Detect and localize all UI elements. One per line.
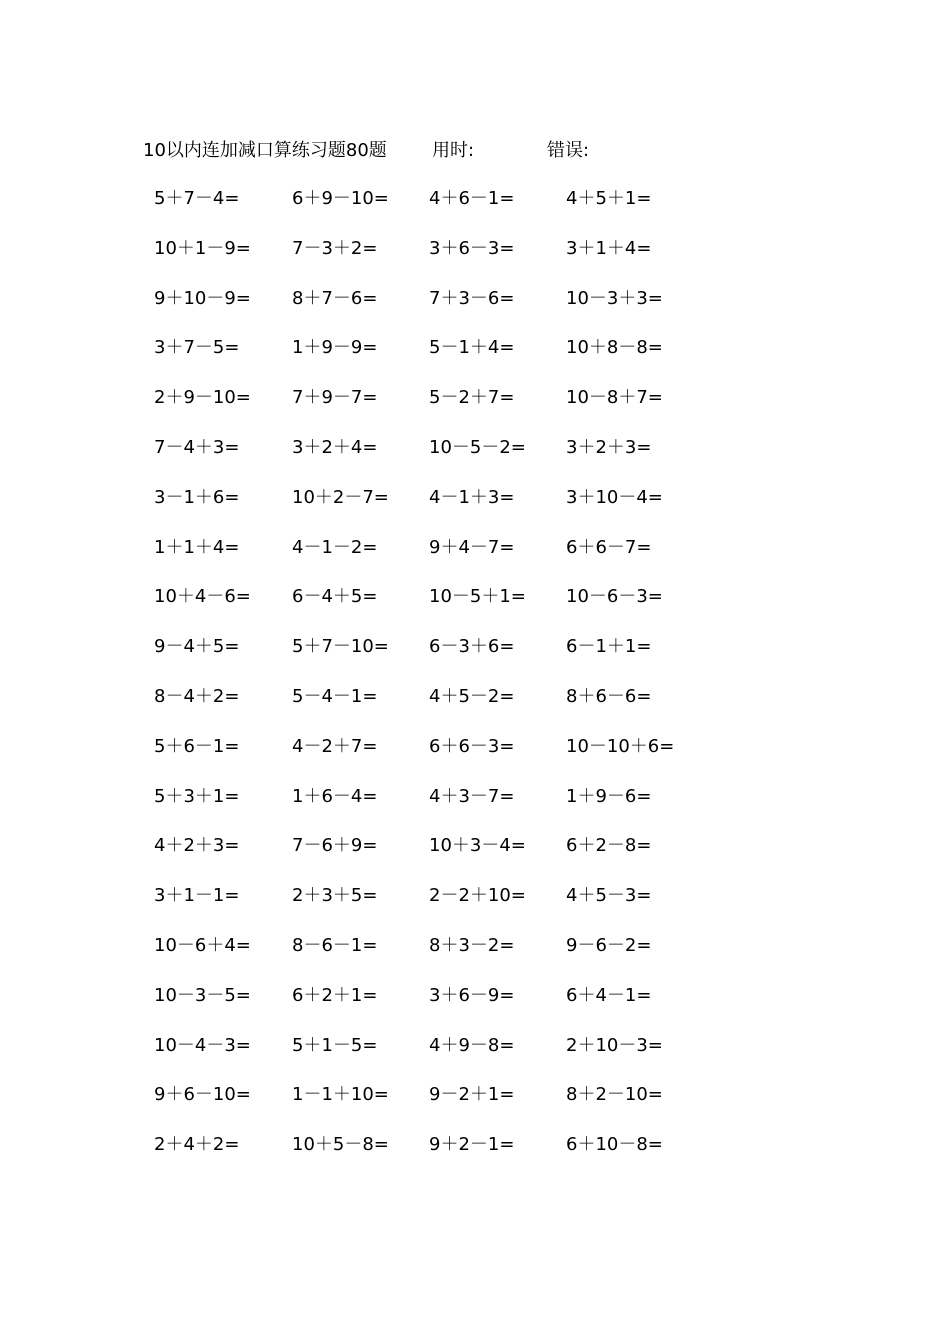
math-problem: 2－2＋10= [429, 885, 526, 907]
math-problem: 10－3－5= [154, 984, 251, 1006]
problem-row [154, 931, 694, 981]
math-problem: 4－2＋7= [292, 735, 378, 757]
math-problem: 7＋3－6= [429, 287, 515, 309]
math-problem: 10－5＋1= [429, 586, 526, 608]
problem-row [154, 483, 694, 533]
problem-row [154, 383, 694, 433]
math-problem: 10＋3－4= [429, 835, 526, 857]
math-problem: 4－1＋3= [429, 486, 515, 508]
math-problem: 10－6－3= [566, 586, 663, 608]
problem-row [154, 881, 694, 931]
math-problem: 8－6－1= [292, 934, 378, 956]
time-label: 用时: [432, 140, 475, 161]
math-problem: 3＋2＋4= [292, 436, 378, 458]
math-problem: 9＋10－9= [154, 287, 251, 309]
problem-row [154, 981, 694, 1031]
problem-row [154, 333, 694, 383]
math-problem: 6－1＋1= [566, 636, 652, 658]
math-problem: 2＋9－10= [154, 387, 251, 409]
math-problem: 4＋5－3= [566, 885, 652, 907]
problem-row [154, 682, 694, 732]
math-problem: 10－3＋3= [566, 287, 663, 309]
problem-row [154, 1130, 694, 1180]
error-label: 错误: [547, 140, 590, 161]
math-problem: 9＋4－7= [429, 536, 515, 558]
math-problem: 9－2＋1= [429, 1084, 515, 1106]
math-problem: 5－2＋7= [429, 387, 515, 409]
problem-row [154, 732, 694, 782]
math-problem: 2＋4＋2= [154, 1134, 240, 1156]
math-problem: 4＋5＋1= [566, 188, 652, 209]
math-problem: 3＋6－9= [429, 984, 515, 1006]
math-problem: 3＋10－4= [566, 486, 663, 508]
worksheet-title: 10以内连加减口算练习题80题 [143, 140, 387, 161]
math-problem: 4＋9－8= [429, 1034, 515, 1056]
math-problem: 6＋2＋1= [292, 984, 378, 1006]
math-problem: 5－1＋4= [429, 337, 515, 359]
math-problem: 9＋2－1= [429, 1134, 515, 1156]
math-problem: 8＋6－6= [566, 685, 652, 707]
math-problem: 7－4＋3= [154, 436, 240, 458]
math-problem: 10－6＋4= [154, 934, 251, 956]
math-problem: 1＋9－9= [292, 337, 378, 359]
math-problem: 1－1＋10= [292, 1084, 389, 1106]
math-problem: 10＋5－8= [292, 1134, 389, 1156]
math-problem: 1＋9－6= [566, 785, 652, 807]
math-problem: 8＋2－10= [566, 1084, 663, 1106]
math-problem: 6＋6－3= [429, 735, 515, 757]
math-problem: 1＋1＋4= [154, 536, 240, 558]
math-problem: 2＋3＋5= [292, 885, 378, 907]
math-problem: 6－4＋5= [292, 586, 378, 608]
math-problem: 6－3＋6= [429, 636, 515, 658]
problem-row [154, 433, 694, 483]
math-problem: 3＋7－5= [154, 337, 240, 359]
math-problem: 4＋5－2= [429, 685, 515, 707]
math-problem: 7－3＋2= [292, 237, 378, 259]
math-problem: 10＋4－6= [154, 586, 251, 608]
math-problem: 10＋8－8= [566, 337, 663, 359]
math-problem: 10－10＋6= [566, 735, 675, 757]
math-problem: 5－4－1= [292, 685, 378, 707]
math-problem: 5＋3＋1= [154, 785, 240, 807]
math-problem: 9－6－2= [566, 934, 652, 956]
math-problem: 6＋2－8= [566, 835, 652, 857]
math-problem: 4＋3－7= [429, 785, 515, 807]
math-problem: 7－6＋9= [292, 835, 378, 857]
math-problem: 6＋9－10= [292, 188, 389, 209]
math-problem: 6＋10－8= [566, 1134, 663, 1156]
problem-row [154, 1080, 694, 1130]
math-problem: 4－1－2= [292, 536, 378, 558]
math-problem: 5＋7－10= [292, 636, 389, 658]
math-problem: 3＋6－3= [429, 237, 515, 259]
math-problem: 7＋9－7= [292, 387, 378, 409]
math-problem: 10－5－2= [429, 436, 526, 458]
math-problem: 9－4＋5= [154, 636, 240, 658]
math-problem: 10－8＋7= [566, 387, 663, 409]
problem-row [154, 284, 694, 334]
math-problem: 9＋6－10= [154, 1084, 251, 1106]
math-problem: 4＋6－1= [429, 188, 515, 209]
math-problem: 8＋3－2= [429, 934, 515, 956]
problem-row [154, 632, 694, 682]
math-problem: 3＋1－1= [154, 885, 240, 907]
math-problem: 5＋6－1= [154, 735, 240, 757]
math-problem: 10＋2－7= [292, 486, 389, 508]
math-problem: 3－1＋6= [154, 486, 240, 508]
math-problem: 2＋10－3= [566, 1034, 663, 1056]
problem-row [154, 184, 694, 234]
math-problem: 5＋7－4= [154, 188, 240, 209]
math-problem: 1＋6－4= [292, 785, 378, 807]
problem-grid [154, 184, 694, 1180]
problem-row [154, 782, 694, 832]
math-problem: 6＋6－7= [566, 536, 652, 558]
math-problem: 6＋4－1= [566, 984, 652, 1006]
math-problem: 4＋2＋3= [154, 835, 240, 857]
math-problem: 3＋1＋4= [566, 237, 652, 259]
math-problem: 5＋1－5= [292, 1034, 378, 1056]
problem-row [154, 234, 694, 284]
math-problem: 3＋2＋3= [566, 436, 652, 458]
math-problem: 10－4－3= [154, 1034, 251, 1056]
problem-row [154, 533, 694, 583]
math-problem: 10＋1－9= [154, 237, 251, 259]
problem-row [154, 831, 694, 881]
math-problem: 8－4＋2= [154, 685, 240, 707]
problem-row [154, 1031, 694, 1081]
problem-row [154, 582, 694, 632]
math-problem: 8＋7－6= [292, 287, 378, 309]
